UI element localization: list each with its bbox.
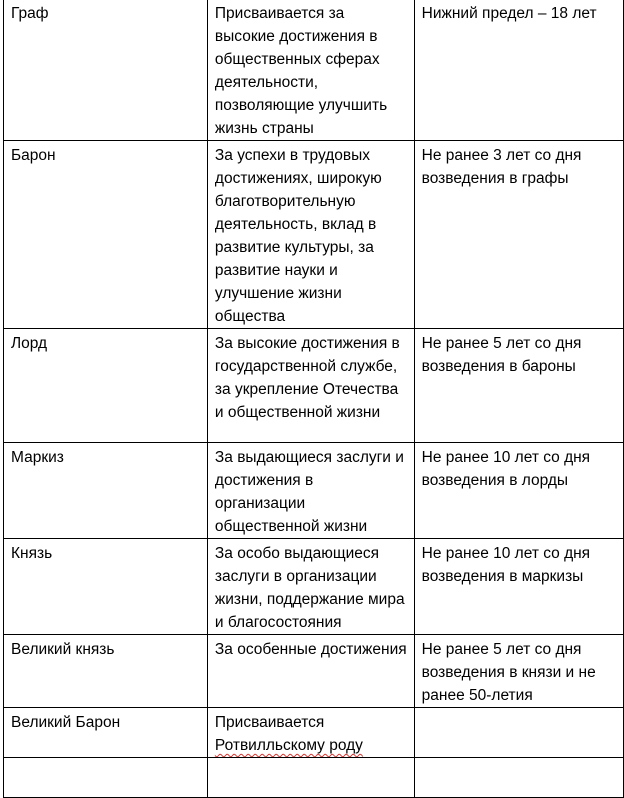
- criteria-cell: [207, 141, 414, 329]
- title-cell: [4, 141, 208, 329]
- criteria-cell: [207, 539, 414, 635]
- table-row: [4, 0, 624, 141]
- term-cell: [414, 758, 623, 798]
- table-row: [4, 758, 624, 798]
- criteria-text-line1: Присваивается: [214, 714, 325, 731]
- term-cell: [414, 635, 623, 708]
- table-row: [4, 329, 624, 443]
- title-name: Великий Барон: [11, 714, 121, 731]
- title-name: Маркиз: [11, 449, 64, 466]
- title-name: Князь: [11, 545, 53, 562]
- title-cell: [4, 443, 208, 539]
- criteria-text: За особо выдающиеся заслуги в организации жизни, поддержание мира и благосостояния: [214, 545, 405, 631]
- criteria-text: За особенные достижения: [214, 641, 407, 658]
- term-cell: [414, 141, 623, 329]
- title-cell: [4, 0, 208, 141]
- criteria-cell: [207, 329, 414, 443]
- criteria-cell: [207, 635, 414, 708]
- table-row: [4, 141, 624, 329]
- term-text: Нижний предел – 18 лет: [421, 5, 597, 22]
- title-cell: [4, 708, 208, 758]
- table-row: [4, 708, 624, 758]
- criteria-cell: [207, 0, 414, 141]
- criteria-text: За успехи в трудовых достижениях, широкую благотворительную деятельность, вклад в развитие культуры, за развитие науки и улучшение жизни общества: [214, 147, 382, 325]
- term-text: Не ранее 3 лет со дня возведения в графы: [421, 147, 582, 187]
- criteria-text: Присваивается за высокие достижения в общественных сферах деятельности, позволяющие улучшить жизнь страны: [214, 5, 388, 137]
- criteria-cell: [207, 708, 414, 758]
- title-name: Граф: [11, 5, 49, 22]
- titles-table: [3, 0, 624, 798]
- term-text: Не ранее 10 лет со дня возведения в маркизы: [421, 545, 591, 585]
- term-text: Не ранее 10 лет со дня возведения в лорды: [421, 449, 591, 489]
- title-name: Великий князь: [11, 641, 115, 658]
- criteria-text: За высокие достижения в государственной службе, за укрепление Отечества и общественной жизни: [214, 335, 400, 421]
- title-name: Барон: [11, 147, 56, 164]
- term-cell: [414, 329, 623, 443]
- criteria-text-line2: Ротвилльскому роду: [214, 737, 363, 754]
- term-cell: [414, 443, 623, 539]
- table-row: [4, 443, 624, 539]
- term-cell: [414, 539, 623, 635]
- title-name: Лорд: [11, 335, 48, 352]
- table-row: [4, 635, 624, 708]
- term-text: Не ранее 5 лет со дня возведения в бароны: [421, 335, 582, 375]
- title-cell: [4, 635, 208, 708]
- title-cell: [4, 758, 208, 798]
- table-row: [4, 539, 624, 635]
- term-cell: [414, 0, 623, 141]
- criteria-text: За выдающиеся заслуги и достижения в организации общественной жизни: [214, 449, 404, 535]
- title-cell: [4, 329, 208, 443]
- title-cell: [4, 539, 208, 635]
- criteria-cell: [207, 443, 414, 539]
- term-text: Не ранее 5 лет со дня возведения в князи и не ранее 50-летия: [421, 641, 596, 704]
- term-cell: [414, 708, 623, 758]
- criteria-cell: [207, 758, 414, 798]
